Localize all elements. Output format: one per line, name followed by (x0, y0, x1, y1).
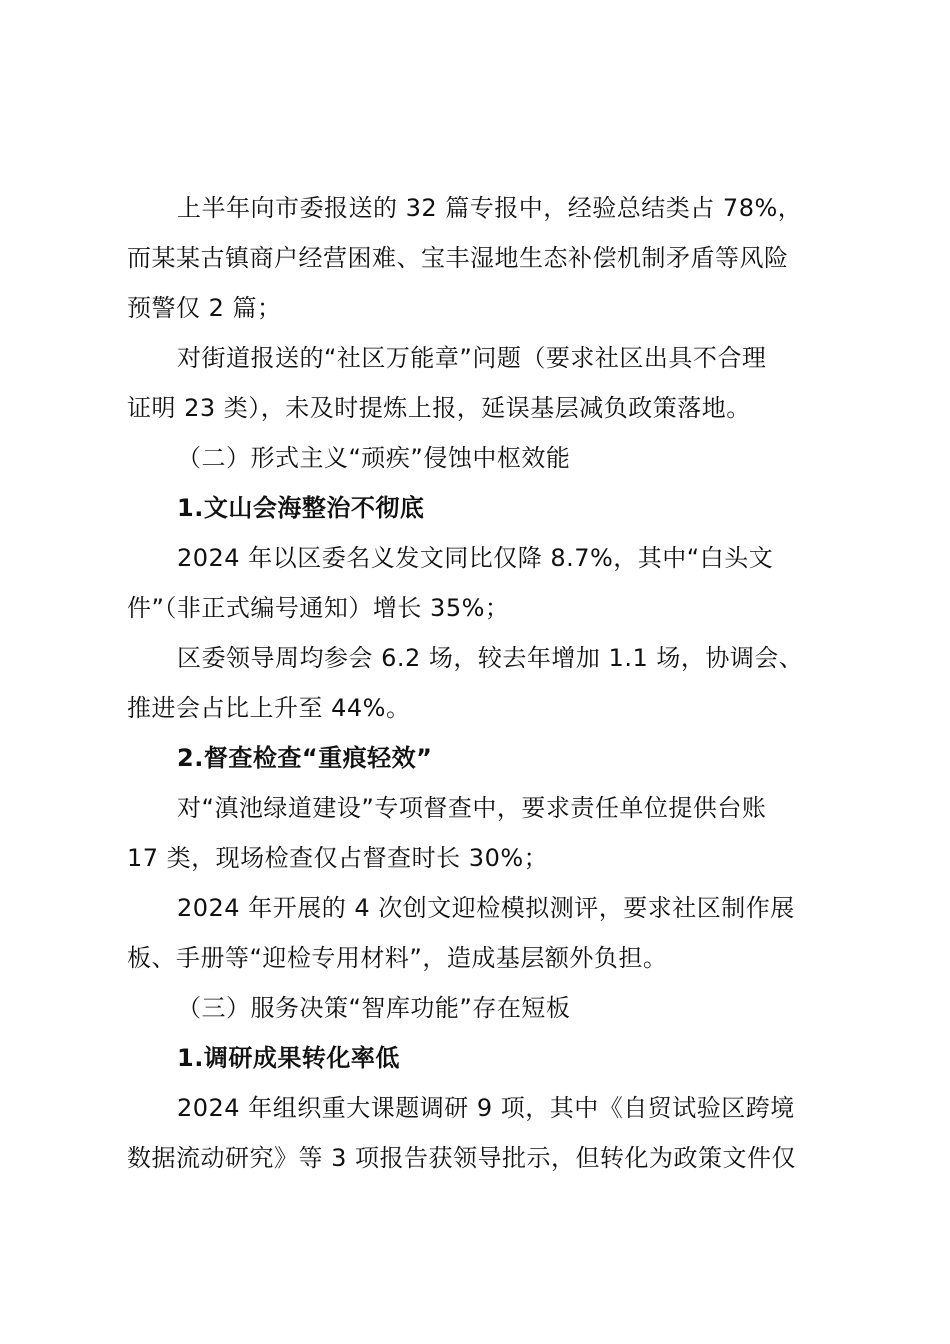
paragraph-line: 区委领导周均参会 6.2 场，较去年增加 1.1 场，协调会、 (177, 644, 804, 672)
subsection-heading: 1.文山会海整治不彻底 (177, 494, 425, 522)
paragraph-line: 2024 年组织重大课题调研 9 项，其中《自贸试验区跨境 (177, 1094, 795, 1122)
paragraph-line: 2024 年开展的 4 次创文迎检模拟测评，要求社区制作展 (177, 894, 795, 922)
paragraph-line: 推进会占比上升至 44%。 (127, 694, 411, 722)
subsection-heading: 2.督查检查“重痕轻效” (177, 744, 433, 772)
section-heading: （三）服务决策“智库功能”存在短板 (177, 994, 571, 1022)
paragraph-line: 数据流动研究》等 3 项报告获领导批示，但转化为政策文件仅 (127, 1144, 797, 1172)
section-heading: （二）形式主义“顽疾”侵蚀中枢效能 (177, 444, 571, 472)
paragraph-line: 板、手册等“迎检专用材料”，造成基层额外负担。 (127, 944, 668, 972)
paragraph-line: 17 类，现场检查仅占督查时长 30%； (127, 844, 549, 872)
document-body (127, 183, 833, 1183)
paragraph-line: 对“滇池绿道建设”专项督查中，要求责任单位提供台账 (177, 794, 767, 822)
paragraph-line: 对街道报送的“社区万能章”问题（要求社区出具不合理 (177, 344, 767, 372)
paragraph-line: 件”（非正式编号通知）增长 35%； (127, 594, 510, 622)
paragraph-line: 证明 23 类），未及时提炼上报，延误基层减负政策落地。 (127, 394, 751, 422)
paragraph-line: 而某某古镇商户经营困难、宝丰湿地生态补偿机制矛盾等风险 (127, 244, 789, 272)
subsection-heading: 1.调研成果转化率低 (177, 1044, 400, 1072)
paragraph-line: 2024 年以区委名义发文同比仅降 8.7%，其中“白头文 (177, 544, 774, 572)
paragraph-line: 上半年向市委报送的 32 篇专报中，经验总结类占 78%， (177, 194, 803, 222)
paragraph-line: 预警仅 2 篇； (127, 294, 282, 322)
